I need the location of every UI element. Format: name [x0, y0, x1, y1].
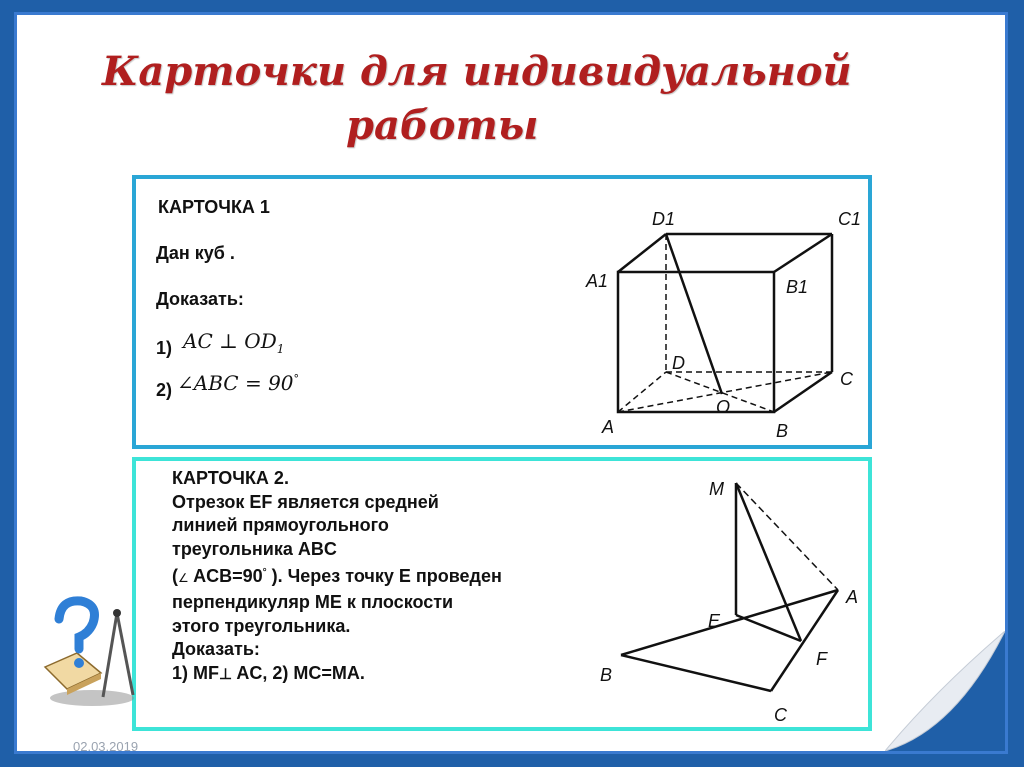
item2-formula-text: ∠ABC = 90 [177, 371, 294, 395]
hidden-segment-m-a [736, 483, 838, 590]
item2-formula [177, 371, 299, 395]
label-f: F [816, 649, 827, 669]
card2-line-1: КАРТОЧКА 2. [172, 468, 289, 488]
line9-b: AC, 2) MC=MA. [232, 662, 365, 683]
card1-heading: КАРТОЧКА 1 [158, 197, 270, 217]
item2-formula-sup: ° [293, 372, 300, 386]
line5-pre: ( [172, 566, 178, 587]
angle-symbol: ∠ [178, 571, 189, 586]
label-b1: B1 [786, 277, 809, 297]
card2-line-6: перпендикуляр ME к плоскости [172, 591, 454, 612]
perp-symbol: ⊥ [219, 665, 233, 683]
cube-front-face [618, 272, 774, 412]
label-a1: A1 [586, 271, 609, 291]
card-2 [132, 457, 872, 731]
card1-given: Дан куб . [156, 243, 235, 263]
label-c: C [840, 369, 853, 389]
page-curl-decoration [885, 631, 1005, 751]
card-1 [132, 175, 872, 449]
label-a: A [846, 587, 859, 607]
label-b: B [776, 421, 789, 441]
item2-num: 2) [156, 380, 173, 400]
edge-c1-b1 [774, 234, 832, 272]
label-a: A [602, 417, 615, 437]
card1-item2 [156, 371, 300, 401]
hidden-edge-a-d [618, 372, 666, 412]
card2-line-8: Доказать: [172, 639, 260, 660]
label-e: E [708, 611, 721, 631]
line5-post: ). Через точку E проведен [266, 566, 502, 587]
label-m: M [709, 479, 724, 499]
footer-date: 02.03.2019 [73, 739, 139, 754]
edge-a1-d1 [618, 234, 666, 272]
item1-formula-text: AC ⊥ OD [183, 329, 277, 353]
slide [14, 12, 1008, 754]
label-b: B [600, 665, 613, 685]
segment-b-c [621, 655, 771, 691]
pyramid-figure [596, 465, 872, 731]
label-c1: C1 [838, 209, 862, 229]
label-c: C [774, 705, 787, 725]
cube-figure [576, 189, 876, 449]
item1-formula [183, 329, 285, 356]
item1-num: 1) [156, 338, 173, 358]
card2-line-3: линией прямоугольного [172, 515, 389, 536]
card2-line-4: треугольника ABC [172, 538, 337, 559]
card2-line-5 [172, 561, 502, 591]
card2-line-7: этого треугольника. [172, 615, 351, 636]
card2-text [172, 467, 502, 686]
card2-line-9 [172, 662, 502, 687]
line9-a: 1) MF [172, 662, 219, 683]
item1-formula-sub: 1 [276, 342, 285, 356]
label-d: D [672, 353, 685, 373]
clipart-question-book-compass [37, 593, 142, 713]
label-d1: D1 [652, 209, 676, 229]
line5-degree: ° [262, 567, 267, 579]
line5-mid: ACB=90 [188, 566, 263, 587]
edge-c-b [774, 372, 832, 412]
card1-item1 [156, 329, 285, 362]
title-line-2: работы [346, 102, 539, 149]
card1-prove: Доказать: [156, 289, 244, 309]
card2-line-2: Отрезок EF является средней [172, 491, 439, 512]
slide-title [102, 45, 962, 153]
label-o: O [716, 397, 731, 417]
segment-c-a [771, 590, 838, 691]
segment-b-a [621, 590, 838, 655]
title-line-1: Карточки для индивидуальной [102, 48, 852, 95]
